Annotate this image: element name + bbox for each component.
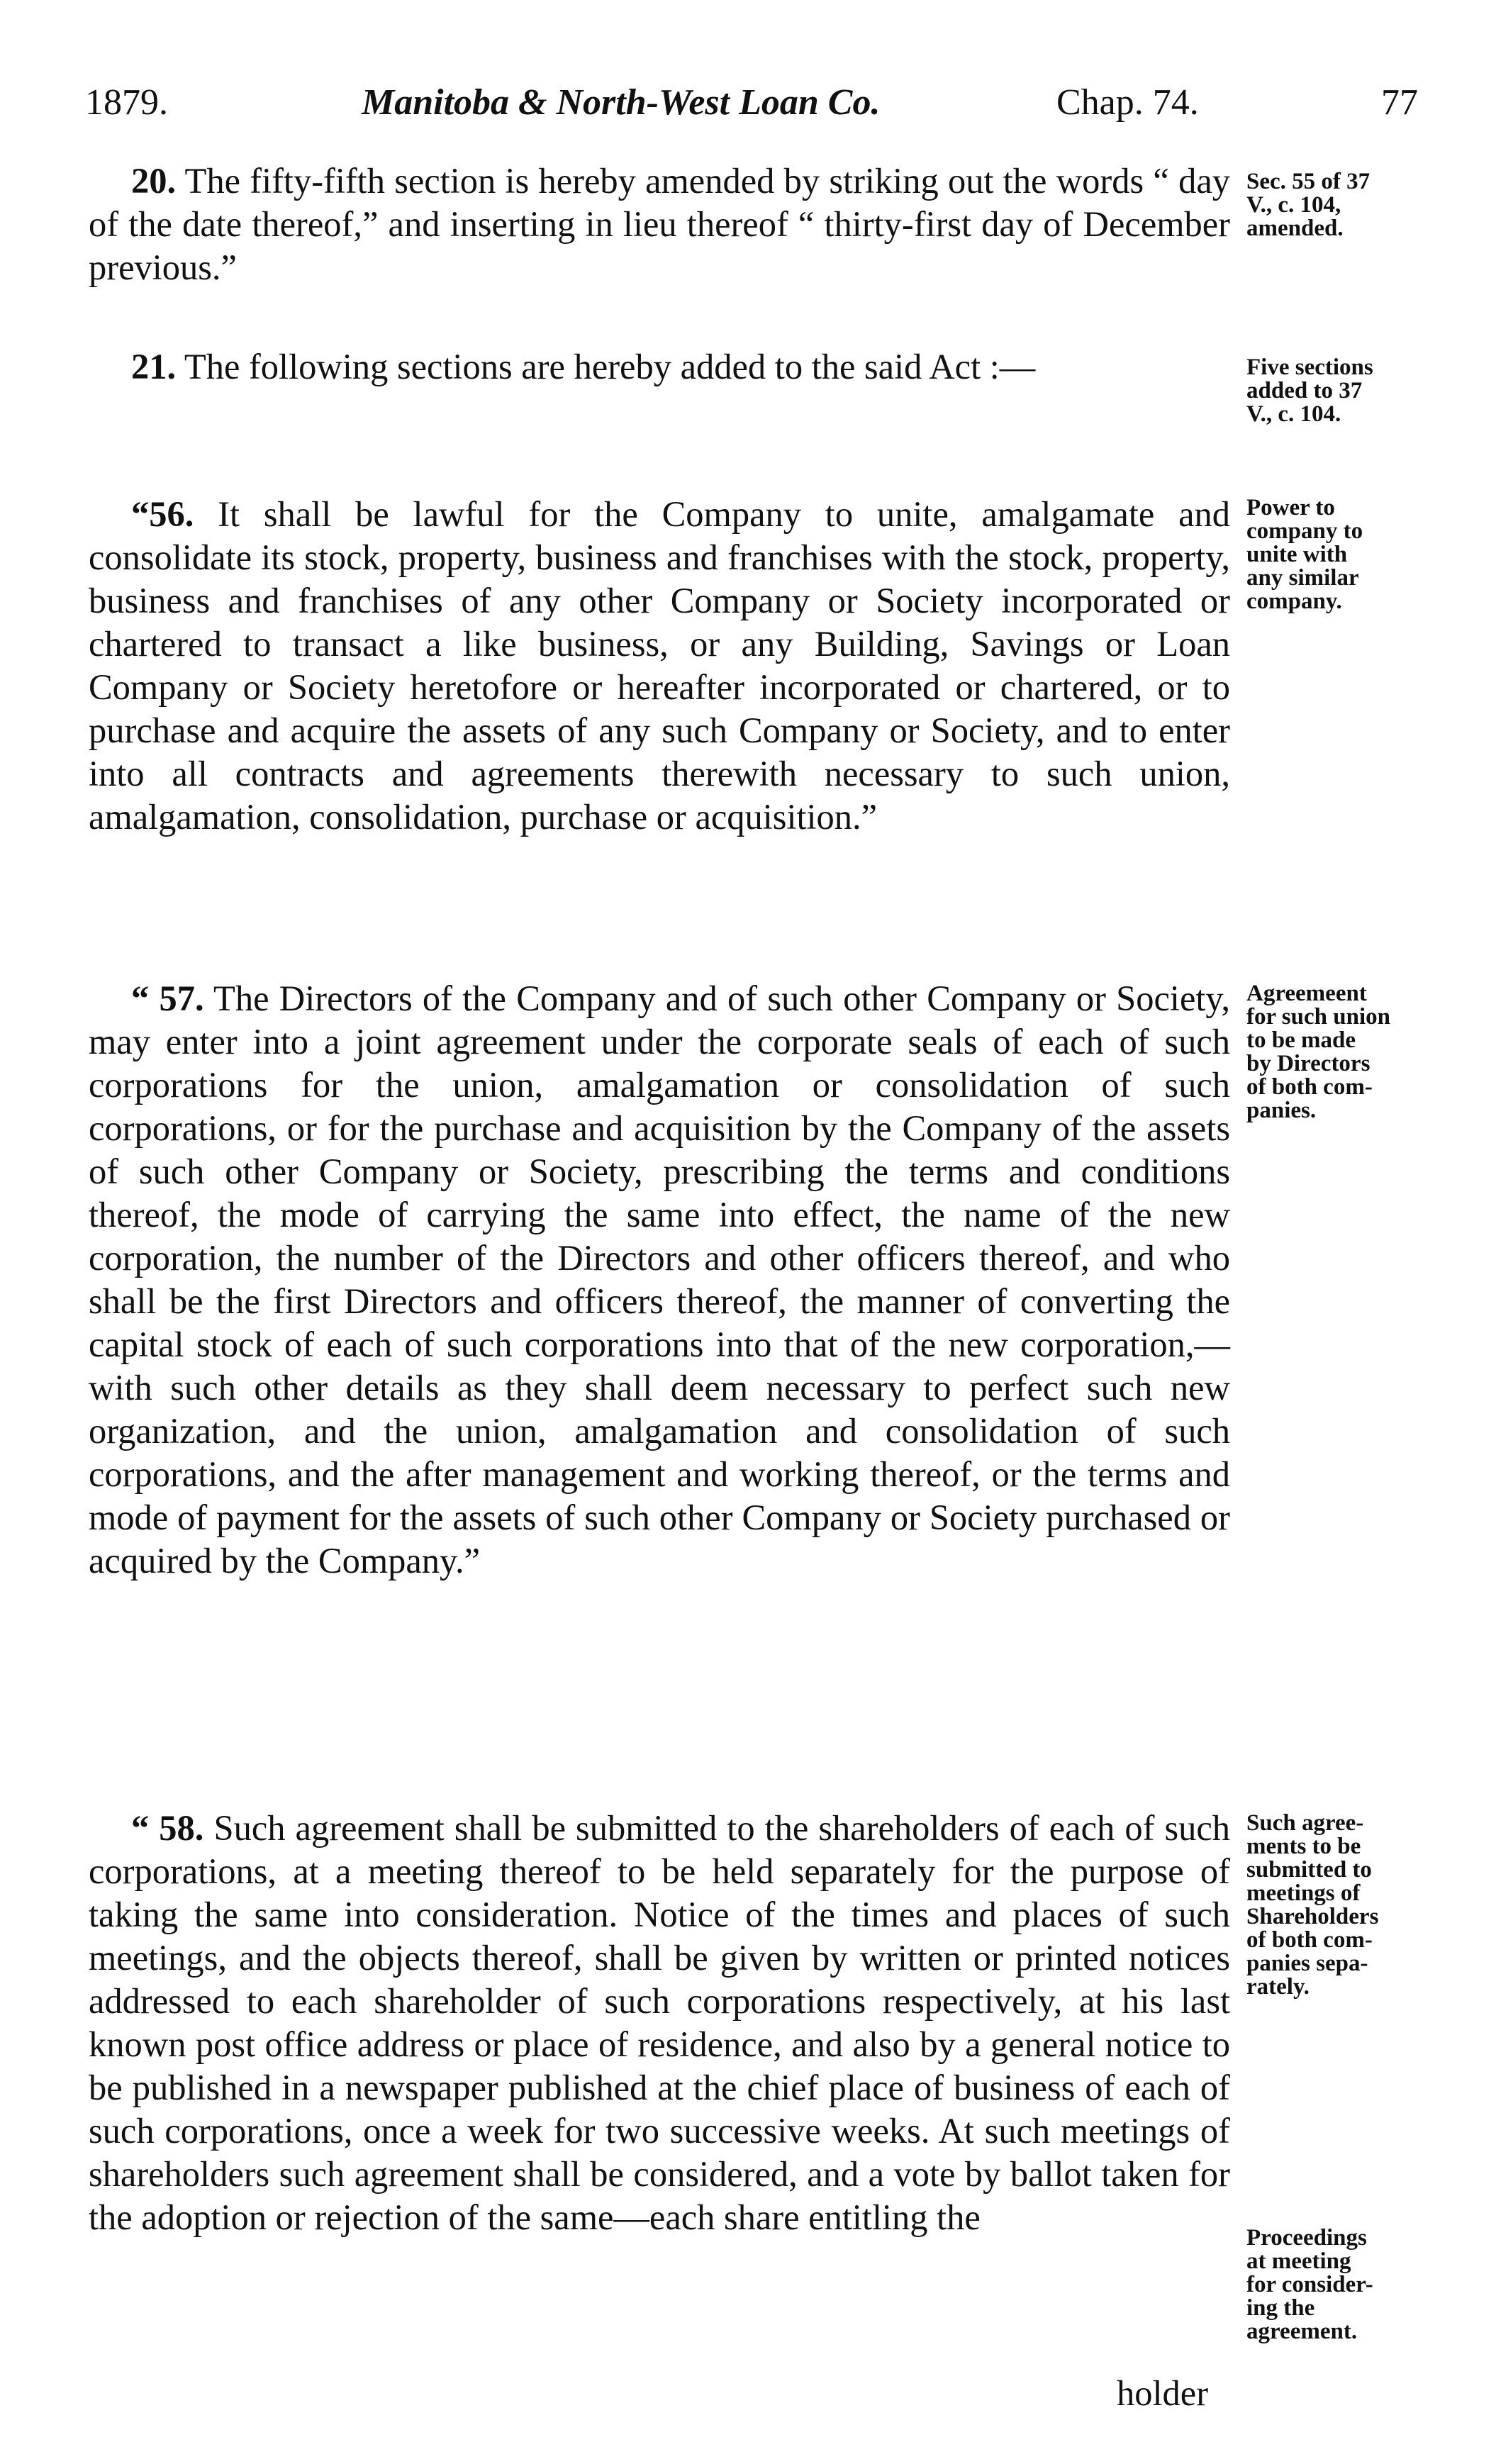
section-58 [89,1807,1230,2239]
header-chapter: Chap. 74. [1056,82,1199,123]
running-header [85,74,1432,131]
section-20 [89,160,1230,289]
section-number: “ 58. [131,1808,204,1848]
header-year: 1879. [85,82,168,123]
section-text: The Directors of the Company and of such other Company or Society, may enter into a joint agreement under the corporate seals of each of such corporations for the union, amalgamation or consolidation of such corporations, or for the purchase and acquisition by the Company of the assets of such other Company or Society, prescribing the terms and conditions thereof, the mode of carrying the same into effect, the name of the new corporation, the number of the Directors and other officers thereof, and who shall be the first Directors and officers thereof, the manner of converting the capital stock of each of such corporations into that of the new corporation,—with such other details as they shall deem necessary to perfect such new organization, and the union, amalgamation and consolidation of such corporations, and the after management and working thereof, or the terms and mode of payment for the assets of such other Company or Society purchased or acquired by the Company.” [89,979,1231,1581]
section-21 [89,345,1230,389]
section-56 [89,493,1230,839]
header-page-number: 77 [1381,82,1418,123]
margin-note: Sec. 55 of 37 V., c. 104, amended. [1246,169,1371,241]
margin-note: Five sections added to 37 V., c. 104. [1246,355,1373,427]
section-text: The fifty-fifth section is hereby amended by striking out the words “ day of the date thereof,” and inserting in lieu thereof “ thirty-first day of December previous.” [89,161,1231,287]
section-number: “ 57. [131,979,204,1018]
section-text: Such agreement shall be submitted to the shareholders of each of such corporations, at a meeting thereof to be held separately for the purpose of taking the same into consideration. Notice of the times and places of such meetings, and the objects thereof, shall be given by written or printed notices addressed to each shareholder of such corporations respectively, at his last known post office address or place of residence, and also by a general notice to be published in a newspaper published at the chief place of business of each of such corporations, once a week for two successive weeks. At such meetings of shareholders such agreement shall be considered, and a vote by ballot taken for the adoption or rejection of the same—each share entitling the [89,1808,1231,2237]
section-number: 21. [131,347,177,386]
margin-note: Power to company to unite with any similar company. [1246,495,1363,614]
section-text: The following sections are hereby added to the said Act :— [184,347,1036,386]
catchword: holder [1117,2373,1209,2413]
section-number: 20. [131,161,177,201]
section-text: It shall be lawful for the Company to unite, amalgamate and consolidate its stock, property, business and franchises with the stock, property, business and franchises of any other Company or Society incorporated or chartered to transact a like business, or any Building, Savings or Loan Company or Society heretofore or hereafter incorporated or chartered, or to purchase and acquire the assets of any such Company or Society, and to enter into all contracts and agreements therewith necessary to such union, amalgamation, consolidation, purchase or acquisition.” [89,494,1230,837]
section-number: “56. [131,494,194,534]
header-title: Manitoba & North-West Loan Co. [362,82,881,123]
margin-note: Proceedings at meeting for consider- ing the agreement. [1246,2225,1373,2344]
section-57 [89,977,1230,1583]
margin-note: Such agree- ments to be submitted to meetings of Shareholders of both com- panies sepa- rately. [1246,1810,1379,2000]
margin-note: Agreemeent for such union to be made by Directors of both com- panies. [1246,981,1390,1123]
